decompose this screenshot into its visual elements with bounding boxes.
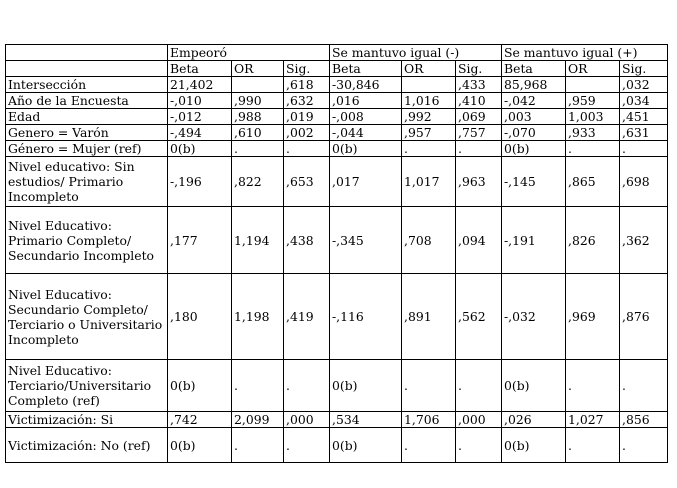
value-cell: -,042 [502,93,566,109]
value-cell: ,865 [566,157,620,207]
value-cell: ,433 [456,77,502,93]
value-cell: . [620,360,668,412]
value-cell [402,77,456,93]
value-cell: 1,003 [566,109,620,125]
value-cell: ,933 [566,125,620,141]
group-header-igual-pos: Se mantuvo igual (+) [502,45,668,61]
value-cell: . [232,360,284,412]
subheader-beta: Beta [330,61,402,77]
value-cell: 0(b) [330,141,402,157]
row-label: Genero = Varón [6,125,168,141]
table-body [6,77,668,463]
value-cell: ,826 [566,207,620,274]
value-cell: ,959 [566,93,620,109]
value-cell: . [402,141,456,157]
value-cell: ,610 [232,125,284,141]
subheader-or: OR [402,61,456,77]
row-label: Año de la Encuesta [6,93,168,109]
row-label: Victimización: Si [6,412,168,428]
value-cell: . [566,360,620,412]
value-cell: -30,846 [330,77,402,93]
table-row [6,207,668,274]
corner-cell [6,61,168,77]
table-row [6,274,668,360]
table-row [6,157,668,207]
row-label: Nivel Educativo: Primario Completo/ Secundario Incompleto [6,207,168,274]
table-row [6,141,668,157]
value-cell: . [232,141,284,157]
value-cell: 1,194 [232,207,284,274]
group-header-row [6,45,668,61]
value-cell: ,631 [620,125,668,141]
value-cell: . [566,428,620,463]
value-cell: 0(b) [502,141,566,157]
value-cell: . [456,428,502,463]
value-cell: . [284,360,330,412]
value-cell: -,044 [330,125,402,141]
value-cell: ,016 [330,93,402,109]
value-cell: ,362 [620,207,668,274]
value-cell: ,017 [330,157,402,207]
value-cell: ,000 [456,412,502,428]
value-cell: . [620,428,668,463]
value-cell: 0(b) [502,360,566,412]
value-cell: ,632 [284,93,330,109]
value-cell: ,562 [456,274,502,360]
value-cell: ,990 [232,93,284,109]
value-cell: -,010 [168,93,232,109]
value-cell: ,534 [330,412,402,428]
row-label: Nivel Educativo: Secundario Completo/ Terciario o Universitario Incompleto [6,274,168,360]
value-cell: ,963 [456,157,502,207]
value-cell: ,410 [456,93,502,109]
value-cell: -,012 [168,109,232,125]
value-cell: ,618 [284,77,330,93]
value-cell: ,891 [402,274,456,360]
value-cell: -,196 [168,157,232,207]
value-cell: ,438 [284,207,330,274]
value-cell: ,026 [502,412,566,428]
value-cell: . [402,428,456,463]
value-cell: ,034 [620,93,668,109]
subheader-sig: Sig. [620,61,668,77]
group-header-igual-neg: Se mantuvo igual (-) [330,45,502,61]
value-cell: ,180 [168,274,232,360]
value-cell: ,856 [620,412,668,428]
value-cell: . [620,141,668,157]
value-cell: . [284,428,330,463]
row-label: Nivel educativo: Sin estudios/ Primario Incompleto [6,157,168,207]
subheader-beta: Beta [168,61,232,77]
value-cell: ,094 [456,207,502,274]
value-cell: ,032 [620,77,668,93]
value-cell: ,757 [456,125,502,141]
table-row [6,412,668,428]
subheader-row [6,61,668,77]
table-row [6,125,668,141]
value-cell: ,419 [284,274,330,360]
value-cell: 0(b) [330,360,402,412]
value-cell: ,876 [620,274,668,360]
value-cell: 1,198 [232,274,284,360]
value-cell: -,145 [502,157,566,207]
value-cell [566,77,620,93]
value-cell: -,032 [502,274,566,360]
value-cell: ,177 [168,207,232,274]
value-cell: . [402,360,456,412]
table-row [6,77,668,93]
value-cell: . [566,141,620,157]
table-row [6,109,668,125]
table-row [6,428,668,463]
value-cell: ,000 [284,412,330,428]
value-cell: 2,099 [232,412,284,428]
value-cell: ,019 [284,109,330,125]
value-cell: 0(b) [168,360,232,412]
value-cell: ,653 [284,157,330,207]
value-cell: ,003 [502,109,566,125]
value-cell: 1,016 [402,93,456,109]
row-label: Victimización: No (ref) [6,428,168,463]
value-cell: ,988 [232,109,284,125]
value-cell: . [456,141,502,157]
value-cell: 85,968 [502,77,566,93]
value-cell: -,345 [330,207,402,274]
group-header-empeoro: Empeoró [168,45,330,61]
row-label: Intersección [6,77,168,93]
value-cell: 0(b) [330,428,402,463]
value-cell: -,008 [330,109,402,125]
subheader-or: OR [566,61,620,77]
value-cell: ,957 [402,125,456,141]
row-label: Edad [6,109,168,125]
row-label: Nivel Educativo: Terciario/Universitario Completo (ref) [6,360,168,412]
value-cell: 0(b) [168,428,232,463]
value-cell: -,191 [502,207,566,274]
table-header [6,45,668,77]
value-cell: -,494 [168,125,232,141]
value-cell: ,069 [456,109,502,125]
subheader-sig: Sig. [284,61,330,77]
value-cell: -,116 [330,274,402,360]
value-cell: 1,017 [402,157,456,207]
value-cell: . [284,141,330,157]
value-cell: ,969 [566,274,620,360]
value-cell: 1,706 [402,412,456,428]
value-cell: . [456,360,502,412]
value-cell: 21,402 [168,77,232,93]
value-cell: ,992 [402,109,456,125]
value-cell: . [232,428,284,463]
value-cell: ,698 [620,157,668,207]
value-cell: 1,027 [566,412,620,428]
subheader-or: OR [232,61,284,77]
regression-table [5,44,668,463]
subheader-sig: Sig. [456,61,502,77]
table-row [6,93,668,109]
value-cell: 0(b) [502,428,566,463]
regression-table-container [5,44,668,463]
subheader-beta: Beta [502,61,566,77]
value-cell: 0(b) [168,141,232,157]
value-cell: ,451 [620,109,668,125]
value-cell: -,070 [502,125,566,141]
value-cell: ,708 [402,207,456,274]
table-row [6,360,668,412]
corner-cell [6,45,168,61]
row-label: Género = Mujer (ref) [6,141,168,157]
value-cell: ,822 [232,157,284,207]
value-cell: ,002 [284,125,330,141]
value-cell [232,77,284,93]
value-cell: ,742 [168,412,232,428]
